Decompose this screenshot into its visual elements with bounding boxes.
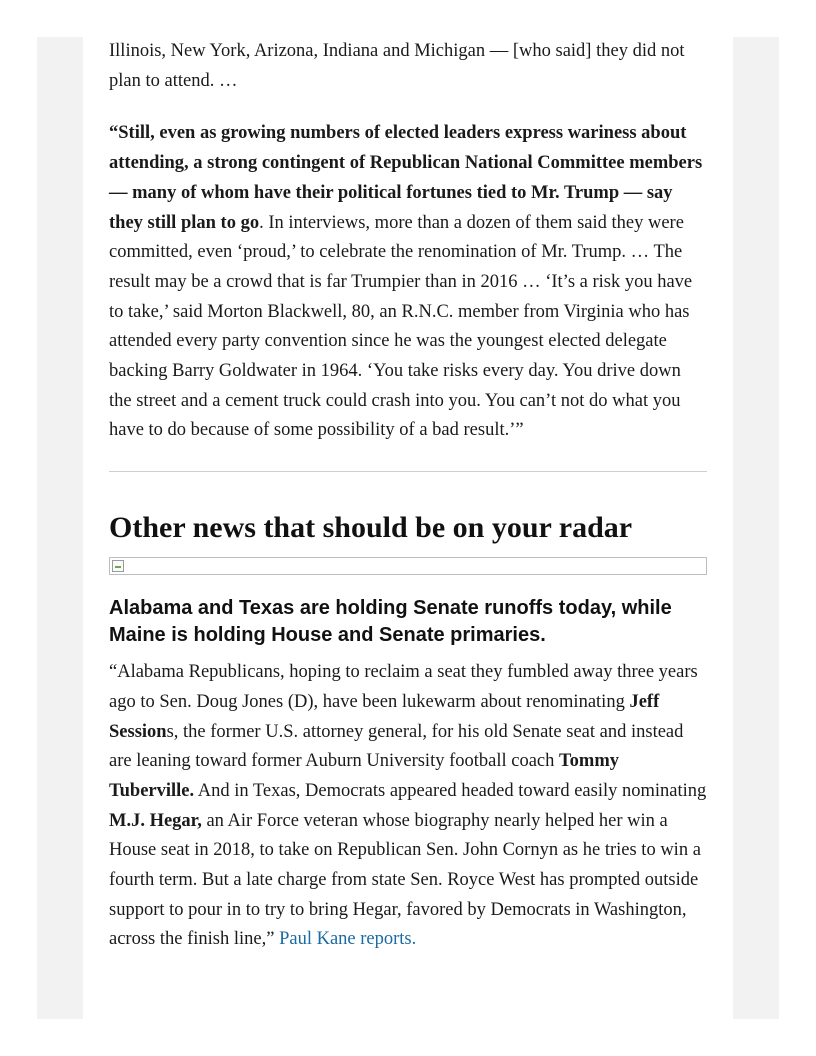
story-text-4: an Air Force veteran whose biography nearly helped her win a House seat in 2018, to take on Republican Sen. John Cornyn as he tries to win a fourth term. But a late charge from state Sen. Royce West has prompted outside support to pour in to try to bring Hegar, favored by Democrats in Washington, across the finish line,” — [109, 810, 701, 950]
newsletter-column — [109, 37, 707, 955]
broken-image — [109, 557, 707, 575]
story-text-2: s, the former U.S. attorney general, for his old Senate seat and instead are leaning toward former Auburn University football coach — [109, 721, 684, 772]
broken-image-icon — [112, 560, 124, 572]
quote-bold-text: “Still, even as growing numbers of elected leaders express wariness about attending, a strong contingent of Republican National Committee members — many of whom have their political fortunes tied to Mr. Trump — say they still plan to go — [109, 123, 703, 233]
story-bold-sessions: Jeff Session — [109, 691, 660, 742]
story-text-3: And in Texas, Democrats appeared headed toward easily nominating — [194, 780, 707, 801]
section-divider — [109, 471, 707, 472]
paul-kane-link[interactable]: Paul Kane reports. — [279, 929, 417, 950]
story-text-1: “Alabama Republicans, hoping to reclaim a seat they fumbled away three years ago to Sen. Doug Jones (D), have been lukewarm about renominating — [109, 662, 698, 712]
quote-paragraph — [109, 119, 707, 446]
intro-text: Illinois, New York, Arizona, Indiana and Michigan — [who said] they did not plan to attend. … — [109, 41, 685, 91]
intro-paragraph — [109, 37, 707, 96]
right-gutter — [733, 37, 779, 1019]
left-gutter — [37, 37, 83, 1019]
quote-rest-text: . In interviews, more than a dozen of them said they were committed, even ‘proud,’ to celebrate the renomination of Mr. Trump. … The result may be a crowd that is far Trumpier than in 2016 … ‘It’s a risk you have to take,’ said Morton Blackwell, 80, an R.N.C. member from Virginia who has attended every party convention since he was the youngest elected delegate backing Barry Goldwater in 1964. ‘You take risks every day. You drive down the street and a cement truck could crash into you. You can’t not do what you have to do because of some possibility of a bad result.’” — [109, 212, 693, 441]
story-paragraph — [109, 658, 707, 955]
story-headline: Alabama and Texas are holding Senate runoffs today, while Maine is holding House and Senate primaries. — [109, 597, 672, 647]
section-heading: Other news that should be on your radar — [109, 511, 633, 545]
story-bold-hegar: M.J. Hegar, — [109, 810, 202, 831]
story-bold-tuberville: Tommy Tuberville. — [109, 751, 619, 801]
